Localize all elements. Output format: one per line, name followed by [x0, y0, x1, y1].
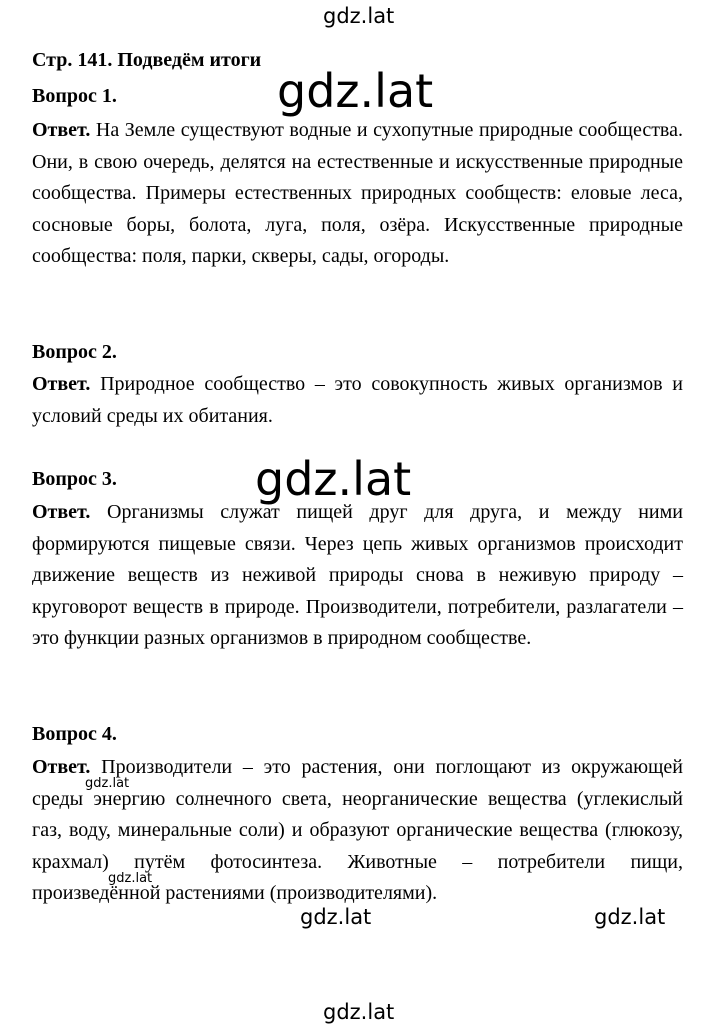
- watermark-mid-bottom: gdz.lat: [300, 905, 372, 929]
- watermark-tiny-2: gdz.lat: [108, 871, 153, 886]
- answer-2-text: Природное сообщество – это совокупность живых организмов и условий среды их обитания.: [32, 373, 684, 427]
- answer-4-text: Производители – это растения, они поглощают из окружающей среды энергию солнечного света, неорганические вещества (углекислый газ, воду, минеральные соли) и образуют органические вещества (глюкозу, крахмал) путём фотосинтеза. Животные – потребители пищи, произведённой растениями (производителями).: [32, 756, 683, 904]
- answer-label: Ответ.: [32, 501, 91, 523]
- answer-label: Ответ.: [32, 119, 91, 141]
- question-4-label: Вопрос 4.: [32, 723, 117, 745]
- answer-label: Ответ.: [32, 373, 91, 395]
- question-3-label: Вопрос 3.: [32, 468, 117, 490]
- watermark-top: gdz.lat: [323, 4, 395, 28]
- question-1-label: Вопрос 1.: [32, 85, 117, 107]
- answer-4: [32, 752, 683, 910]
- question-2-label: Вопрос 2.: [32, 341, 117, 363]
- watermark-right-bottom: gdz.lat: [594, 905, 666, 929]
- page-title: Стр. 141. Подведём итоги: [32, 49, 262, 71]
- answer-2: [32, 369, 683, 432]
- answer-1-text: На Земле существуют водные и сухопутные природные сообщества. Они, в свою очередь, делятся на естественные и искусственные природные сообщества. Примеры естественных природных сообществ: еловые леса, сосновые боры, болота, луга, поля, озёра. Искусственные природные сообщества: поля, парки, скверы, сады, огороды.: [32, 119, 683, 267]
- answer-3-text: Организмы служат пищей друг для друга, и между ними формируются пищевые связи. Через цепь живых организмов происходит движение веществ из неживой природы снова в неживую природу – круговорот веществ в природе. Производители, потребители, разлагатели – это функции разных организмов в природном сообществе.: [32, 501, 683, 649]
- watermark-bottom: gdz.lat: [323, 1000, 395, 1024]
- watermark-tiny-1: gdz.lat: [85, 776, 130, 791]
- watermark-large-1: gdz.lat: [277, 64, 434, 118]
- watermark-large-2: gdz.lat: [255, 452, 412, 506]
- answer-3: [32, 497, 683, 655]
- answer-label: Ответ.: [32, 756, 91, 778]
- answer-1: [32, 115, 683, 273]
